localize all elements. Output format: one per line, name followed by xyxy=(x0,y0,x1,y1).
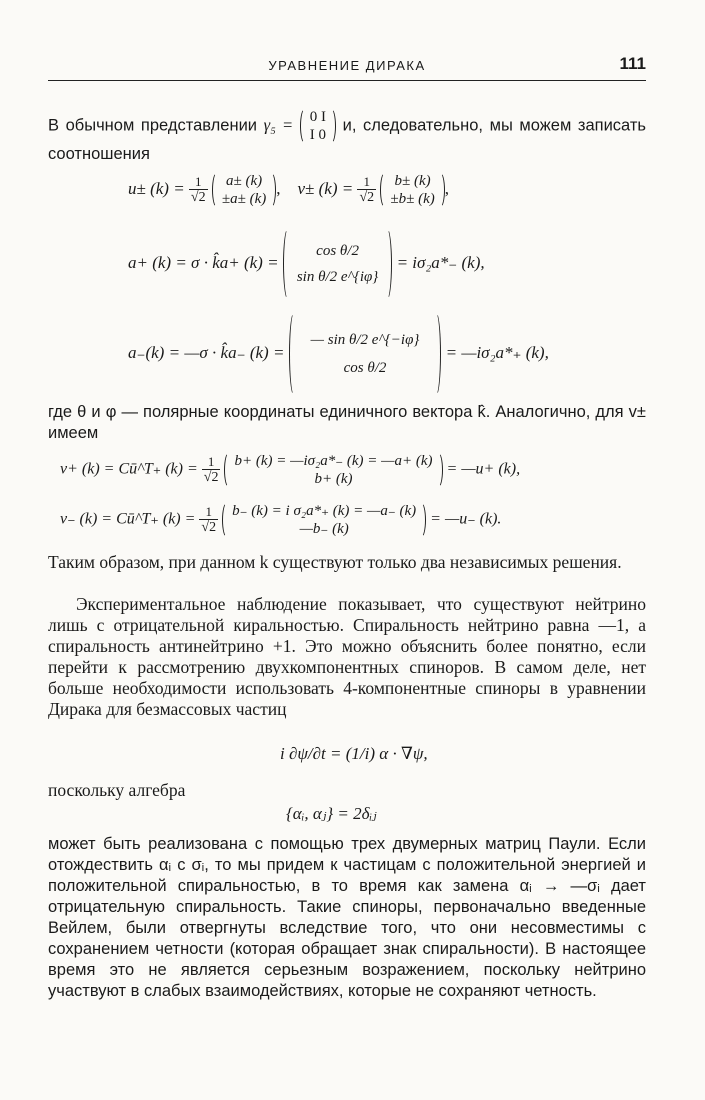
eq-vminus-row2: —b₋ (k) xyxy=(299,521,349,537)
paragraph-algebra: поскольку алгебра xyxy=(48,780,186,800)
equation-a-minus xyxy=(128,312,549,396)
eq-vminus-rhs: = —u₋ (k). xyxy=(430,510,502,528)
eq-vplus-matrix xyxy=(224,452,442,488)
gamma5-matrix xyxy=(300,108,336,144)
eq-vplus-row2: b+ (k) xyxy=(314,471,353,487)
eq-vplus-row1: b+ (k) = —iσ₂a*₋ (k) = —a+ (k) xyxy=(234,453,433,469)
paragraph-solutions: Таким образом, при данном k существуют только два независимых решения. xyxy=(48,552,622,572)
eq-aplus-rhs: = iσ₂a*₋ (k), xyxy=(396,252,485,272)
paragraph-weyl: может быть реализована с помощью трех двумерных матриц Паули. Если отождествить αᵢ с σᵢ, то мы придем к частицам с положительной энергией и положительной спиральностью, в то время как замена αᵢ → —σᵢ дает отрицательную спиральность. Такие спиноры, первоначально введенные Вейлем, были отвергнуты вследствие того, что они несовместимы с сохранением четности (которая обращает знак спиральности). В настоящее время это не является серьезным возражением, поскольку нейтрино участвуют в слабых взаимодействиях, которые не сохраняют четность. xyxy=(48,835,646,1000)
eq-u-row1: a± (k) xyxy=(225,173,263,189)
intro-text-a: В обычном представлении xyxy=(48,116,258,135)
paragraph-intro xyxy=(48,108,646,165)
eq-v-end: , xyxy=(444,178,450,198)
eq-u-spinor xyxy=(212,172,276,208)
eq-vminus-matrix xyxy=(222,502,426,538)
eq-u-sqrt2: √2 xyxy=(190,190,206,205)
running-header xyxy=(48,54,646,81)
paragraph-polar: где θ и φ — полярные координаты единичного вектора k̂. Аналогично, для v± имеем xyxy=(48,403,646,442)
equation-v-minus xyxy=(60,502,501,538)
eq-aplus-matrix xyxy=(283,228,393,300)
eq-vminus-row1: b₋ (k) = i σ₂a*₊ (k) = —a₋ (k) xyxy=(232,503,417,519)
eq-vplus-sqrt2: √2 xyxy=(203,470,219,485)
eq-u-comma: , xyxy=(276,178,281,198)
eq-vminus-lhs: v₋ (k) = Cū^T₊ (k) = xyxy=(60,510,196,528)
eq-v-row1: b± (k) xyxy=(394,173,431,189)
eq-vplus-one: 1 xyxy=(207,454,215,469)
paragraph-experiment: Экспериментальное наблюдение показывает, что существуют нейтрино лишь с отрицательной киральностью. Спиральность нейтрино равна —1, а спиральность антинейтрино +1. Это можно объяснить более понятно, если перейти к рассмотрению двухкомпонентных спиноров. В самом деле, нет больше необходимости использовать 4-компонентные спиноры в уравнении Дирака для безмассовых частиц xyxy=(48,594,646,719)
eq-u-fraction xyxy=(189,175,208,205)
gamma5-matrix-row1: 0 I xyxy=(309,109,326,125)
gamma5-symbol: γ₅ = xyxy=(263,115,294,135)
eq-vplus-rhs: = —u+ (k), xyxy=(446,460,521,478)
equation-v-plus xyxy=(60,452,520,488)
eq-aminus-matrix xyxy=(289,312,442,396)
eq-aminus-row1: — sin θ/2 e^{−iφ} xyxy=(310,332,420,348)
eq-v-row2: ±b± (k) xyxy=(390,191,435,207)
eq-vminus-fraction xyxy=(199,505,218,535)
eq-aplus-lhs: a+ (k) = σ · k̂a+ (k) = xyxy=(128,252,279,272)
eq-aminus-row2: cos θ/2 xyxy=(343,360,387,376)
page-number: 111 xyxy=(619,54,646,73)
eq-v-one: 1 xyxy=(363,174,371,189)
eq-u-lhs: u± (k) = xyxy=(128,178,185,198)
running-title: УРАВНЕНИЕ ДИРАКА xyxy=(268,58,426,73)
equation-u-v xyxy=(128,172,449,208)
eq-v-spinor xyxy=(380,172,444,208)
eq-vminus-one: 1 xyxy=(205,504,213,519)
eq-v-sqrt2: √2 xyxy=(359,190,375,205)
equation-a-plus xyxy=(128,228,485,300)
eq-vminus-sqrt2: √2 xyxy=(201,520,217,535)
eq-aminus-lhs: a₋(k) = —σ · k̂a₋ (k) = xyxy=(128,342,285,362)
eq-vplus-fraction xyxy=(202,455,221,485)
eq-aplus-row1: cos θ/2 xyxy=(316,243,359,259)
eq-aplus-row2: sin θ/2 e^{iφ} xyxy=(296,269,379,285)
intro-text-b: и, следовательно, мы можем записать соотношения xyxy=(48,116,646,163)
equation-dirac-massless: i ∂ψ/∂t = (1/i) α · ∇ψ, xyxy=(280,744,428,763)
gamma5-matrix-row2: I 0 xyxy=(309,127,326,143)
equation-anticommutator: {αᵢ, αⱼ} = 2δᵢⱼ xyxy=(286,804,377,823)
eq-u-one: 1 xyxy=(195,174,202,189)
eq-u-row2: ±a± (k) xyxy=(221,191,267,207)
eq-aminus-rhs: = —iσ₂a*₊ (k), xyxy=(445,342,549,362)
eq-v-fraction xyxy=(357,175,376,205)
eq-v-lhs: v± (k) = xyxy=(297,178,354,198)
eq-vplus-lhs: v+ (k) = Cū^T₊ (k) = xyxy=(60,460,198,478)
